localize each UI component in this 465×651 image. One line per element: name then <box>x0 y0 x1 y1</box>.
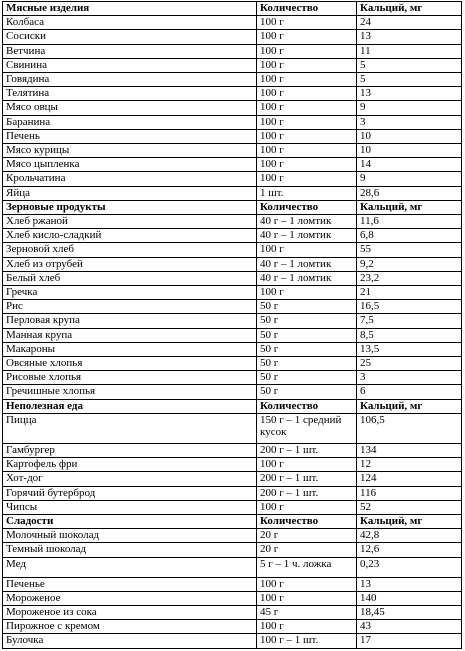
product-name-cell: Крольчатина <box>3 172 257 186</box>
quantity-cell: 100 г <box>257 129 357 143</box>
quantity-cell: 100 г <box>257 144 357 158</box>
calcium-value-cell: 9 <box>357 172 462 186</box>
table-row <box>3 300 462 314</box>
calcium-value-cell: 17 <box>357 634 462 649</box>
section-title: Мясные изделия <box>3 2 257 16</box>
quantity-cell: 100 г <box>257 500 357 514</box>
section-title: Зерновые продукты <box>3 200 257 214</box>
product-name-cell: Рисовые хлопья <box>3 371 257 385</box>
section-title: Неполезная еда <box>3 399 257 413</box>
table-row <box>3 58 462 72</box>
table-row <box>3 385 462 399</box>
quantity-cell: 5 г – 1 ч. ложка <box>257 557 357 577</box>
quantity-cell: 20 г <box>257 529 357 543</box>
table-row <box>3 458 462 472</box>
quantity-cell: 100 г <box>257 620 357 634</box>
quantity-cell: 50 г <box>257 371 357 385</box>
table-row <box>3 144 462 158</box>
quantity-cell: 100 г <box>257 286 357 300</box>
table-row <box>3 257 462 271</box>
section-header-row <box>3 200 462 214</box>
product-name-cell: Колбаса <box>3 16 257 30</box>
table-row <box>3 215 462 229</box>
product-name-cell: Хлеб кисло-сладкий <box>3 229 257 243</box>
calcium-value-cell: 106,5 <box>357 413 462 443</box>
table-row <box>3 328 462 342</box>
table-row <box>3 44 462 58</box>
quantity-cell: 100 г <box>257 44 357 58</box>
product-name-cell: Говядина <box>3 73 257 87</box>
quantity-cell: 50 г <box>257 385 357 399</box>
calcium-value-cell: 13 <box>357 577 462 591</box>
calcium-value-cell: 9,2 <box>357 257 462 271</box>
product-name-cell: Ветчина <box>3 44 257 58</box>
product-name-cell: Зерновой хлеб <box>3 243 257 257</box>
calcium-value-cell: 5 <box>357 58 462 72</box>
quantity-cell: 100 г <box>257 73 357 87</box>
quantity-cell: 100 г <box>257 158 357 172</box>
table-row <box>3 557 462 577</box>
calcium-value-cell: 0,23 <box>357 557 462 577</box>
quantity-cell: 20 г <box>257 543 357 557</box>
product-name-cell: Хлеб из отрубей <box>3 257 257 271</box>
product-name-cell: Рис <box>3 300 257 314</box>
calcium-value-cell: 5 <box>357 73 462 87</box>
product-name-cell: Темный шоколад <box>3 543 257 557</box>
quantity-cell: 100 г <box>257 58 357 72</box>
quantity-cell: 100 г <box>257 30 357 44</box>
calcium-value-cell: 13,5 <box>357 342 462 356</box>
quantity-column-header: Количество <box>257 2 357 16</box>
product-name-cell: Гречка <box>3 286 257 300</box>
calcium-value-cell: 52 <box>357 500 462 514</box>
quantity-column-header: Количество <box>257 200 357 214</box>
calcium-value-cell: 10 <box>357 129 462 143</box>
calcium-value-cell: 7,5 <box>357 314 462 328</box>
calcium-table-body <box>3 2 462 649</box>
product-name-cell: Чипсы <box>3 500 257 514</box>
table-row <box>3 443 462 457</box>
table-row <box>3 543 462 557</box>
table-row <box>3 158 462 172</box>
section-header-row <box>3 2 462 16</box>
calcium-value-cell: 124 <box>357 472 462 486</box>
quantity-cell: 100 г <box>257 243 357 257</box>
quantity-cell: 50 г <box>257 314 357 328</box>
calcium-table <box>2 1 462 649</box>
calcium-value-cell: 9 <box>357 101 462 115</box>
calcium-value-cell: 21 <box>357 286 462 300</box>
product-name-cell: Телятина <box>3 87 257 101</box>
calcium-value-cell: 28,6 <box>357 186 462 200</box>
section-header-row <box>3 399 462 413</box>
quantity-cell: 45 г <box>257 605 357 619</box>
table-row <box>3 30 462 44</box>
calcium-value-cell: 6,8 <box>357 229 462 243</box>
table-row <box>3 16 462 30</box>
table-row <box>3 271 462 285</box>
calcium-value-cell: 134 <box>357 443 462 457</box>
product-name-cell: Мороженое из сока <box>3 605 257 619</box>
product-name-cell: Белый хлеб <box>3 271 257 285</box>
product-name-cell: Баранина <box>3 115 257 129</box>
quantity-cell: 100 г <box>257 101 357 115</box>
calcium-value-cell: 116 <box>357 486 462 500</box>
product-name-cell: Мясо овцы <box>3 101 257 115</box>
table-row <box>3 115 462 129</box>
quantity-cell: 1 шт. <box>257 186 357 200</box>
product-name-cell: Манная крупа <box>3 328 257 342</box>
table-row <box>3 243 462 257</box>
quantity-cell: 200 г – 1 шт. <box>257 486 357 500</box>
quantity-cell: 100 г <box>257 115 357 129</box>
product-name-cell: Печень <box>3 129 257 143</box>
quantity-cell: 100 г – 1 шт. <box>257 634 357 649</box>
product-name-cell: Горячий бутерброд <box>3 486 257 500</box>
calcium-value-cell: 140 <box>357 591 462 605</box>
calcium-column-header: Кальций, мг <box>357 514 462 528</box>
quantity-cell: 100 г <box>257 577 357 591</box>
calcium-value-cell: 13 <box>357 87 462 101</box>
product-name-cell: Перловая крупа <box>3 314 257 328</box>
quantity-cell: 100 г <box>257 16 357 30</box>
calcium-column-header: Кальций, мг <box>357 200 462 214</box>
calcium-value-cell: 23,2 <box>357 271 462 285</box>
section-header-row <box>3 514 462 528</box>
table-row <box>3 314 462 328</box>
table-row <box>3 634 462 649</box>
product-name-cell: Мороженое <box>3 591 257 605</box>
table-row <box>3 229 462 243</box>
table-row <box>3 172 462 186</box>
table-row <box>3 186 462 200</box>
table-row <box>3 591 462 605</box>
table-row <box>3 286 462 300</box>
table-row <box>3 73 462 87</box>
calcium-value-cell: 55 <box>357 243 462 257</box>
quantity-cell: 40 г – 1 ломтик <box>257 229 357 243</box>
quantity-cell: 50 г <box>257 342 357 356</box>
table-row <box>3 500 462 514</box>
quantity-cell: 50 г <box>257 357 357 371</box>
product-name-cell: Хлеб ржаной <box>3 215 257 229</box>
calcium-value-cell: 42,8 <box>357 529 462 543</box>
quantity-cell: 200 г – 1 шт. <box>257 443 357 457</box>
calcium-value-cell: 16,5 <box>357 300 462 314</box>
table-row <box>3 577 462 591</box>
table-row <box>3 87 462 101</box>
table-row <box>3 413 462 443</box>
quantity-cell: 50 г <box>257 300 357 314</box>
product-name-cell: Пицца <box>3 413 257 443</box>
quantity-column-header: Количество <box>257 399 357 413</box>
quantity-cell: 200 г – 1 шт. <box>257 472 357 486</box>
table-row <box>3 472 462 486</box>
quantity-cell: 100 г <box>257 591 357 605</box>
table-row <box>3 342 462 356</box>
quantity-cell: 40 г – 1 ломтик <box>257 257 357 271</box>
calcium-value-cell: 6 <box>357 385 462 399</box>
calcium-value-cell: 43 <box>357 620 462 634</box>
calcium-value-cell: 3 <box>357 371 462 385</box>
quantity-cell: 100 г <box>257 458 357 472</box>
product-name-cell: Хот-дог <box>3 472 257 486</box>
table-row <box>3 371 462 385</box>
quantity-cell: 100 г <box>257 87 357 101</box>
calcium-value-cell: 13 <box>357 30 462 44</box>
table-row <box>3 605 462 619</box>
product-name-cell: Печенье <box>3 577 257 591</box>
quantity-cell: 40 г – 1 ломтик <box>257 271 357 285</box>
table-row <box>3 620 462 634</box>
calcium-value-cell: 10 <box>357 144 462 158</box>
calcium-column-header: Кальций, мг <box>357 2 462 16</box>
calcium-value-cell: 12 <box>357 458 462 472</box>
calcium-column-header: Кальций, мг <box>357 399 462 413</box>
product-name-cell: Сосиски <box>3 30 257 44</box>
calcium-value-cell: 8,5 <box>357 328 462 342</box>
product-name-cell: Гамбургер <box>3 443 257 457</box>
product-name-cell: Яйца <box>3 186 257 200</box>
quantity-cell: 100 г <box>257 172 357 186</box>
table-row <box>3 529 462 543</box>
product-name-cell: Овсяные хлопья <box>3 357 257 371</box>
quantity-cell: 40 г – 1 ломтик <box>257 215 357 229</box>
product-name-cell: Пирожное с кремом <box>3 620 257 634</box>
product-name-cell: Мясо курицы <box>3 144 257 158</box>
calcium-value-cell: 12,6 <box>357 543 462 557</box>
calcium-value-cell: 3 <box>357 115 462 129</box>
table-row <box>3 357 462 371</box>
calcium-value-cell: 11,6 <box>357 215 462 229</box>
table-row <box>3 101 462 115</box>
quantity-column-header: Количество <box>257 514 357 528</box>
quantity-cell: 50 г <box>257 328 357 342</box>
calcium-value-cell: 25 <box>357 357 462 371</box>
calcium-value-cell: 11 <box>357 44 462 58</box>
product-name-cell: Мед <box>3 557 257 577</box>
table-row <box>3 129 462 143</box>
calcium-value-cell: 18,45 <box>357 605 462 619</box>
calcium-value-cell: 24 <box>357 16 462 30</box>
section-title: Сладости <box>3 514 257 528</box>
product-name-cell: Булочка <box>3 634 257 649</box>
table-row <box>3 486 462 500</box>
product-name-cell: Макароны <box>3 342 257 356</box>
product-name-cell: Мясо цыпленка <box>3 158 257 172</box>
calcium-value-cell: 14 <box>357 158 462 172</box>
quantity-cell: 150 г – 1 средний кусок <box>257 413 357 443</box>
product-name-cell: Молочный шоколад <box>3 529 257 543</box>
product-name-cell: Гречишные хлопья <box>3 385 257 399</box>
product-name-cell: Картофель фри <box>3 458 257 472</box>
product-name-cell: Свинина <box>3 58 257 72</box>
